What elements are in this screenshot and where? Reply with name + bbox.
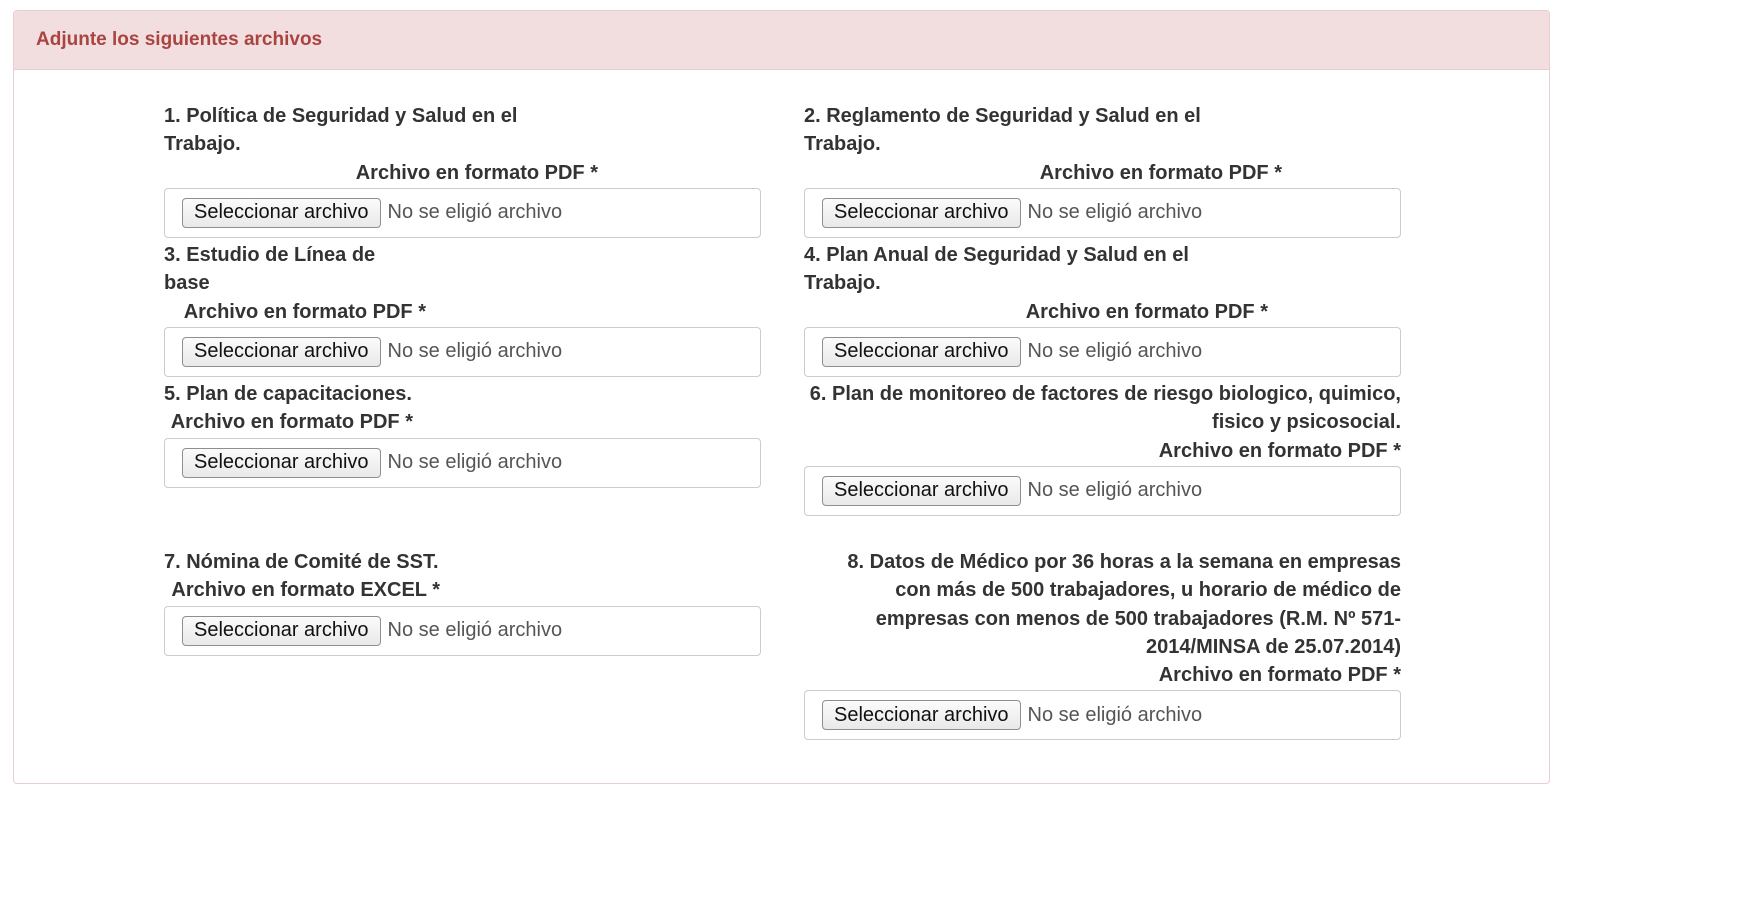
field-title: 4. Plan Anual de Seguridad y Salud en el Trabajo. bbox=[804, 244, 1189, 295]
field-title-line: fisico y psicosocial. bbox=[1212, 411, 1401, 434]
file-input[interactable] bbox=[164, 327, 761, 377]
panel-title: Adjunte los siguientes archivos bbox=[36, 29, 323, 50]
field-politica-sst bbox=[164, 102, 761, 238]
field-title-line: 2014/MINSA de 25.07.2014) bbox=[1146, 635, 1401, 658]
file-input[interactable] bbox=[164, 606, 761, 656]
field-plan-anual-sst bbox=[804, 241, 1401, 377]
file-status: No se eligió archivo bbox=[1027, 201, 1203, 224]
file-input[interactable] bbox=[804, 188, 1401, 238]
field-format: Archivo en formato PDF * bbox=[1025, 300, 1268, 323]
file-input[interactable] bbox=[804, 327, 1401, 377]
file-input[interactable] bbox=[164, 188, 761, 238]
field-format: Archivo en formato PDF * bbox=[1158, 439, 1401, 462]
file-status: No se eligió archivo bbox=[387, 340, 563, 363]
select-file-button[interactable]: Seleccionar archivo bbox=[182, 337, 381, 367]
file-status: No se eligió archivo bbox=[387, 451, 563, 474]
file-status: No se eligió archivo bbox=[1027, 340, 1203, 363]
field-label bbox=[804, 380, 1401, 465]
field-format: Archivo en formato PDF * bbox=[1158, 664, 1401, 687]
field-title: 5. Plan de capacitaciones. bbox=[164, 383, 412, 405]
select-file-button[interactable]: Seleccionar archivo bbox=[182, 448, 381, 478]
file-status: No se eligió archivo bbox=[1027, 703, 1203, 726]
field-format: Archivo en formato PDF * bbox=[355, 161, 598, 184]
select-file-button[interactable]: Seleccionar archivo bbox=[822, 700, 1021, 730]
field-title: 2. Reglamento de Seguridad y Salud en el Trabajo. bbox=[804, 105, 1201, 156]
field-format: Archivo en formato PDF * bbox=[1039, 161, 1282, 184]
field-label bbox=[164, 548, 440, 605]
select-file-button[interactable]: Seleccionar archivo bbox=[182, 616, 381, 646]
field-format: Archivo en formato EXCEL * bbox=[171, 579, 440, 602]
field-title: 7. Nómina de Comité de SST. bbox=[164, 551, 439, 573]
field-title: 1. Política de Seguridad y Salud en el Trabajo. bbox=[164, 105, 518, 156]
field-title-line: con más de 500 trabajadores, u horario de médico de bbox=[895, 579, 1401, 602]
field-nomina-comite bbox=[164, 548, 761, 656]
field-label bbox=[164, 241, 426, 326]
file-input[interactable] bbox=[804, 690, 1401, 740]
field-plan-monitoreo bbox=[804, 380, 1401, 516]
field-title-line: 8. Datos de Médico por 36 horas a la semana en empresas bbox=[847, 551, 1401, 573]
file-input[interactable] bbox=[164, 438, 761, 488]
field-label bbox=[804, 241, 1268, 326]
field-title-line: empresas con menos de 500 trabajadores (R.M. Nº 571- bbox=[875, 607, 1401, 630]
field-plan-capacitaciones bbox=[164, 380, 761, 488]
field-format: Archivo en formato PDF * bbox=[170, 411, 413, 434]
select-file-button[interactable]: Seleccionar archivo bbox=[182, 198, 381, 228]
file-input[interactable] bbox=[804, 466, 1401, 516]
file-status: No se eligió archivo bbox=[1027, 479, 1203, 502]
field-label bbox=[164, 380, 413, 437]
field-label bbox=[804, 102, 1282, 187]
select-file-button[interactable]: Seleccionar archivo bbox=[822, 198, 1021, 228]
select-file-button[interactable]: Seleccionar archivo bbox=[822, 476, 1021, 506]
field-label bbox=[804, 548, 1401, 689]
file-status: No se eligió archivo bbox=[387, 619, 563, 642]
field-datos-medico bbox=[804, 548, 1401, 740]
select-file-button[interactable]: Seleccionar archivo bbox=[822, 337, 1021, 367]
field-title: 3. Estudio de Línea de base bbox=[164, 244, 376, 295]
field-title-line: 6. Plan de monitoreo de factores de riesgo biologico, quimico, bbox=[809, 383, 1401, 405]
panel-heading bbox=[14, 11, 1549, 70]
field-reglamento-sst bbox=[804, 102, 1401, 238]
field-linea-base bbox=[164, 241, 761, 377]
file-status: No se eligió archivo bbox=[387, 201, 563, 224]
field-label bbox=[164, 102, 598, 187]
field-format: Archivo en formato PDF * bbox=[183, 300, 426, 323]
